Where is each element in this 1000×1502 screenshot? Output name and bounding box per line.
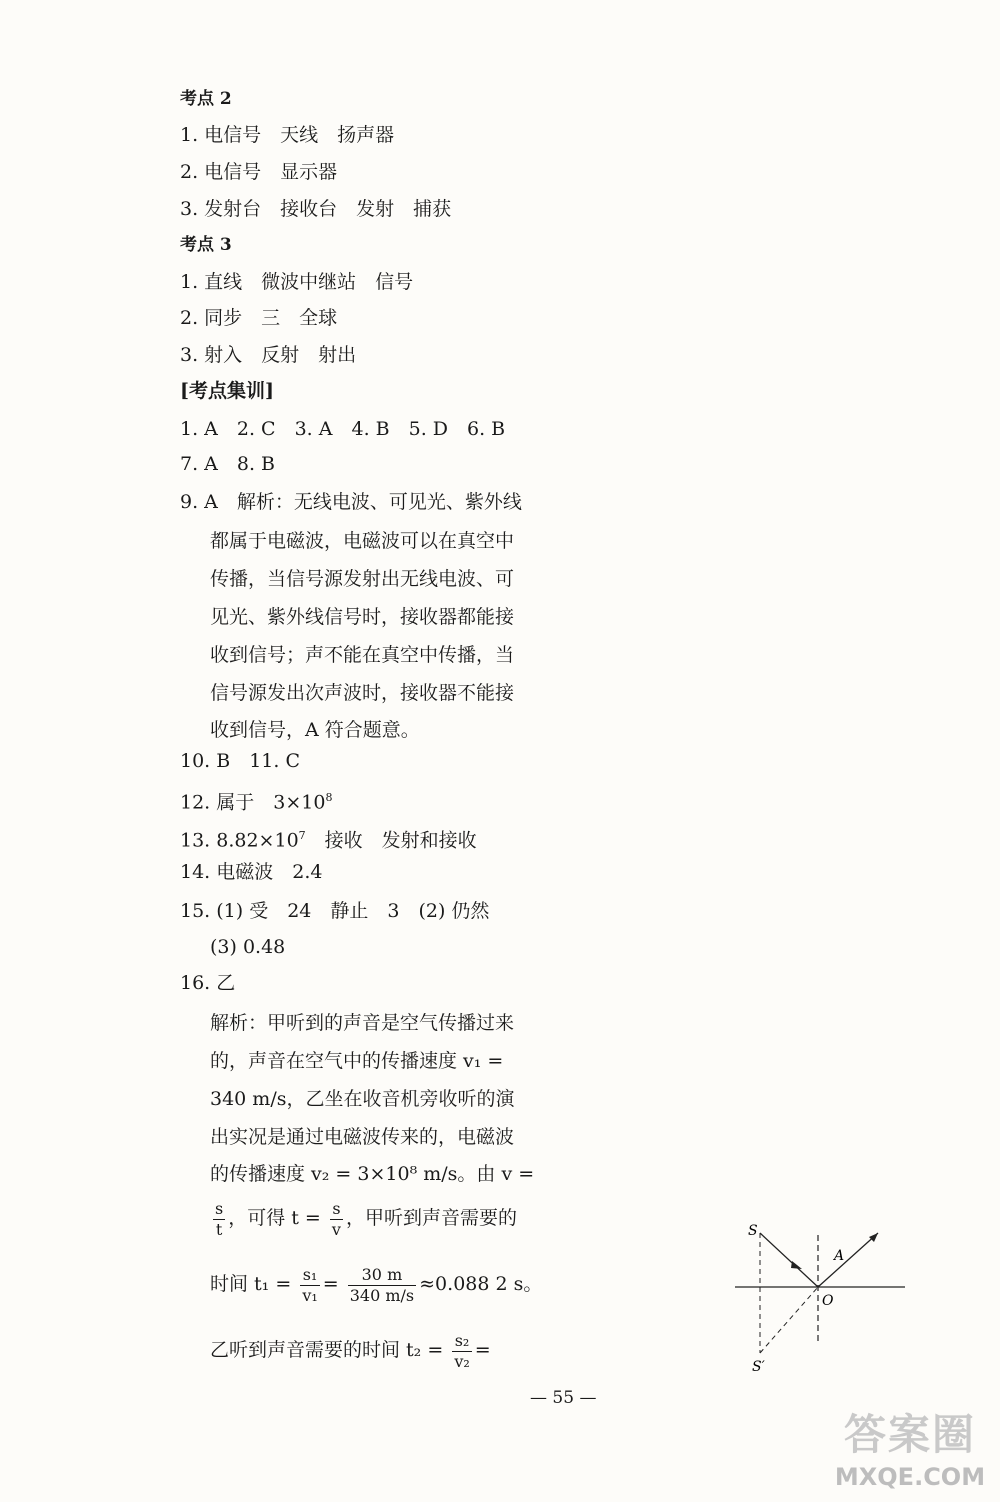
explanation-line: 的，声音在空气中的传播速度 v₁ = [210,1050,504,1072]
watermark [820,1408,1000,1502]
answer-line: 14. 电磁波 2.4 [180,861,323,883]
label-s-prime: S′ [752,1359,765,1375]
answer-line: 1. 直线 微波中继站 信号 [180,271,414,293]
label-o: O [822,1293,834,1309]
answer-line: 7. A 8. B [180,453,276,475]
explanation-line: 收到信号；声不能在真空中传播，当 [210,644,515,666]
answer-line: 1. 电信号 天线 扬声器 [180,124,395,146]
explanation-line: 出实况是通过电磁波传来的，电磁波 [210,1126,515,1148]
answer-line: 10. B 11. C [180,750,301,772]
explanation-line: 解析：甲听到的声音是空气传播过来 [210,1012,515,1034]
explanation-line: 的传播速度 v₂ = 3×10⁸ m/s。由 v = [210,1163,535,1185]
section-heading: [考点集训] [180,380,274,402]
answer-line: 3. 射入 反射 射出 [180,344,357,366]
explanation-line: 9. A 解析：无线电波、可见光、紫外线 [180,491,522,513]
label-s: S [748,1223,758,1239]
answer-line: 13. $8.82\times 10^7$ 接收 发射和接收 [180,829,477,852]
watermark-url: MXQE.COM [834,1463,986,1491]
formula-line: 乙听到声音需要的时间 t₂ = $\frac{\text{s₂}}{\text{v₂}}$ = [210,1330,491,1371]
fraction: $\frac{s}{t}$ [215,1198,224,1239]
explanation-line: 信号源发出次声波时，接收器不能接 [210,682,515,704]
answer-line: 12. 属于 $3\times 10^8$ [180,791,333,814]
fraction: $\frac{s}{v}$ [331,1198,341,1239]
label-a: A [834,1248,845,1264]
explanation-line: 传播，当信号源发射出无线电波、可 [210,568,515,590]
section-heading: 考点 2 [180,89,232,109]
reflection-diagram [730,1215,910,1375]
explanation-line: 见光、紫外线信号时，接收器都能接 [210,606,515,628]
virtual-ray [760,1287,818,1353]
incident-ray [760,1233,818,1287]
answer-line: 2. 同步 三 全球 [180,307,338,329]
fraction: $\frac{30 m}{340 m/s}$ [349,1264,415,1305]
answer-line: 15. (1) 受 24 静止 3 (2) 仍然 [180,900,490,922]
formula-line: $\frac{s}{t}$ ，可得 t = $\frac{s}{v}$ ，甲听到声音需要的 [215,1198,517,1239]
explanation-line: 都属于电磁波，电磁波可以在真空中 [210,530,515,552]
answer-line: 1. A 2. C 3. A 4. B 5. D 6. B [180,418,506,440]
page-number: — 55 — [530,1388,597,1408]
answer-line: (3) 0.48 [210,936,286,958]
explanation-line: 收到信号，A 符合题意。 [210,719,420,741]
fraction: $\frac{\text{s₂}}{\text{v₂}}$ [454,1330,470,1371]
answer-line: 2. 电信号 显示器 [180,161,338,183]
watermark-text: 答案圈 [843,1410,976,1459]
explanation-line: 340 m/s，乙坐在收音机旁收听的演 [210,1088,515,1110]
answer-line: 3. 发射台 接收台 发射 捕获 [180,198,452,220]
answer-line: 16. 乙 [180,972,236,994]
fraction: $\frac{\text{s₁}}{\text{v₁}}$ [302,1264,318,1305]
formula-line: 时间 t₁ = $\frac{\text{s₁}}{\text{v₁}}$ = $\frac{30 m}{340 m/s}$ ≈0.088 2 s。 [210,1264,543,1305]
section-heading: 考点 3 [180,235,232,255]
incident-arrow [791,1261,802,1269]
reflected-ray [818,1233,878,1287]
